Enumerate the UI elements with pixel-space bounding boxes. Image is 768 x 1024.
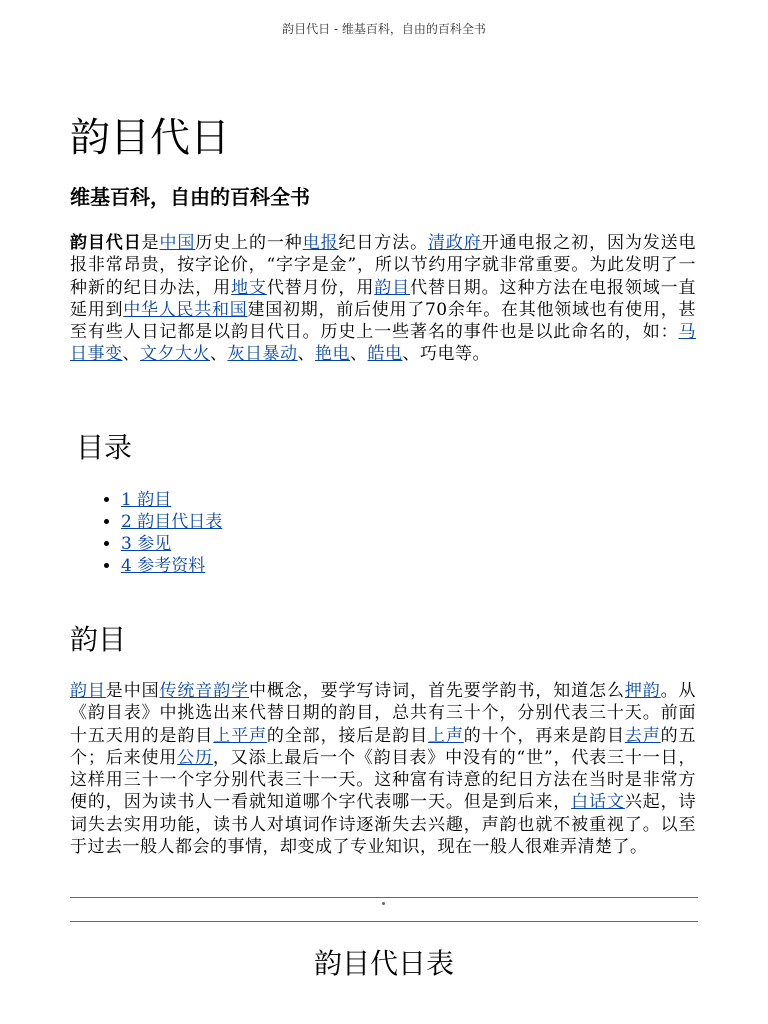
section-heading-table: 韵目代日表 xyxy=(313,947,454,980)
link-yan-telegram[interactable]: 艳电 xyxy=(315,344,350,365)
text-run: 代替月份，用 xyxy=(266,277,375,298)
divider-bottom xyxy=(70,921,698,922)
link-telegraph[interactable]: 电报 xyxy=(302,233,339,253)
text-run: 是中国 xyxy=(105,681,160,701)
toc-link-table[interactable]: 2 韵目代日表 xyxy=(121,512,223,532)
page-title: 韵目代日 xyxy=(70,115,230,161)
separator: 、 xyxy=(210,344,228,365)
text-run: 、巧电等。 xyxy=(402,344,490,365)
link-vernacular-chinese[interactable]: 白话文 xyxy=(571,792,625,813)
toc-item xyxy=(121,533,222,555)
link-wenxi-fire[interactable]: 文夕大火 xyxy=(140,344,210,365)
link-gregorian-calendar[interactable]: 公历 xyxy=(177,747,213,768)
section-heading-rhyme: 韵目 xyxy=(70,623,127,656)
link-china[interactable]: 中国 xyxy=(159,233,196,253)
link-hui-ri-riot[interactable]: 灰日暴动 xyxy=(227,344,298,365)
divider-dot xyxy=(382,902,385,905)
text-run: 的十个，再来是韵目 xyxy=(463,725,625,746)
link-shang-ping-sheng[interactable]: 上平声 xyxy=(213,725,267,746)
link-shang-sheng[interactable]: 上声 xyxy=(427,725,464,746)
toc-item xyxy=(121,511,222,533)
divider-top xyxy=(70,897,698,898)
separator: 、 xyxy=(297,344,315,365)
toc-link-see-also[interactable]: 3 参见 xyxy=(121,534,172,554)
text-run: 是 xyxy=(141,233,160,253)
link-qing-government[interactable]: 清政府 xyxy=(427,233,482,253)
link-ma-ri-incident[interactable]: 马日事变 xyxy=(70,322,696,365)
text-run: 中概念，要学写诗词，首先要学韵书，知道怎么 xyxy=(249,681,625,701)
text-run: ，又添上最后一个《韵目表》中没有的“世”，代表三十一日，这样用三十一个字分别代表三十一天。这种富有诗意的纪日方法在当时是非常方便的，因为读书人一看就知道哪个字代表哪一天。但是到后来， xyxy=(70,747,697,813)
toc-link-references[interactable]: 4 参考资料 xyxy=(121,556,206,576)
bold-term: 韵目代日 xyxy=(70,233,142,253)
text-run: 历史上的一种 xyxy=(195,233,303,253)
toc-item xyxy=(121,489,222,511)
link-rhyming[interactable]: 押韵 xyxy=(624,681,661,701)
text-run: 的全部，接后是韵目 xyxy=(266,725,428,746)
link-phonology[interactable]: 传统音韵学 xyxy=(159,681,249,701)
page-subtitle: 维基百科，自由的百科全书 xyxy=(70,185,310,209)
running-header: 韵目代日 - 维基百科，自由的百科全书 xyxy=(282,22,486,36)
toc-link-rhyme[interactable]: 1 韵目 xyxy=(121,490,172,510)
link-qu-sheng[interactable]: 去声 xyxy=(624,725,661,746)
text-run: 代替日期。这种方法在电报领域一直延用到 xyxy=(70,277,697,320)
section-rhyme-paragraph xyxy=(70,680,696,858)
link-rhyme-category[interactable]: 韵目 xyxy=(70,681,106,701)
toc-list xyxy=(102,489,222,577)
text-run: 建国初期，前后使用了70余年。在其他领域也有使用，甚至有些人日记都是以韵目代日。历史上一些著名的事件也是以此命名的，如： xyxy=(70,299,697,343)
text-run: 开通电报之初，因为发送电报非常昂贵，按字论价，“字字是金”，所以节约用字就非常重要。为此发明了一种新的纪日办法，用 xyxy=(70,233,697,298)
text-run: 。从《韵目表》中挑选出来代替日期的韵目，总共有三十个，分别代表三十天。前面十五天用的是韵目 xyxy=(70,681,697,746)
link-prc[interactable]: 中华人民共和国 xyxy=(123,299,248,320)
text-run: 兴起，诗词失去实用功能，读书人对填词作诗逐渐失去兴趣，声韵也就不被重视了。以至于过去一般人都会的事情，却变成了专业知识，现在一般人很难弄清楚了。 xyxy=(70,792,697,858)
separator: 、 xyxy=(122,344,140,365)
link-rhyme-category[interactable]: 韵目 xyxy=(374,277,411,298)
link-earthly-branches[interactable]: 地支 xyxy=(231,277,267,298)
toc-title: 目录 xyxy=(76,431,133,464)
link-hao-telegram[interactable]: 皓电 xyxy=(367,344,403,365)
intro-paragraph xyxy=(70,232,696,366)
separator: 、 xyxy=(350,344,368,365)
text-run: 纪日方法。 xyxy=(338,233,428,253)
toc-item xyxy=(121,555,222,577)
text-run: 的五个；后来使用 xyxy=(70,725,697,768)
